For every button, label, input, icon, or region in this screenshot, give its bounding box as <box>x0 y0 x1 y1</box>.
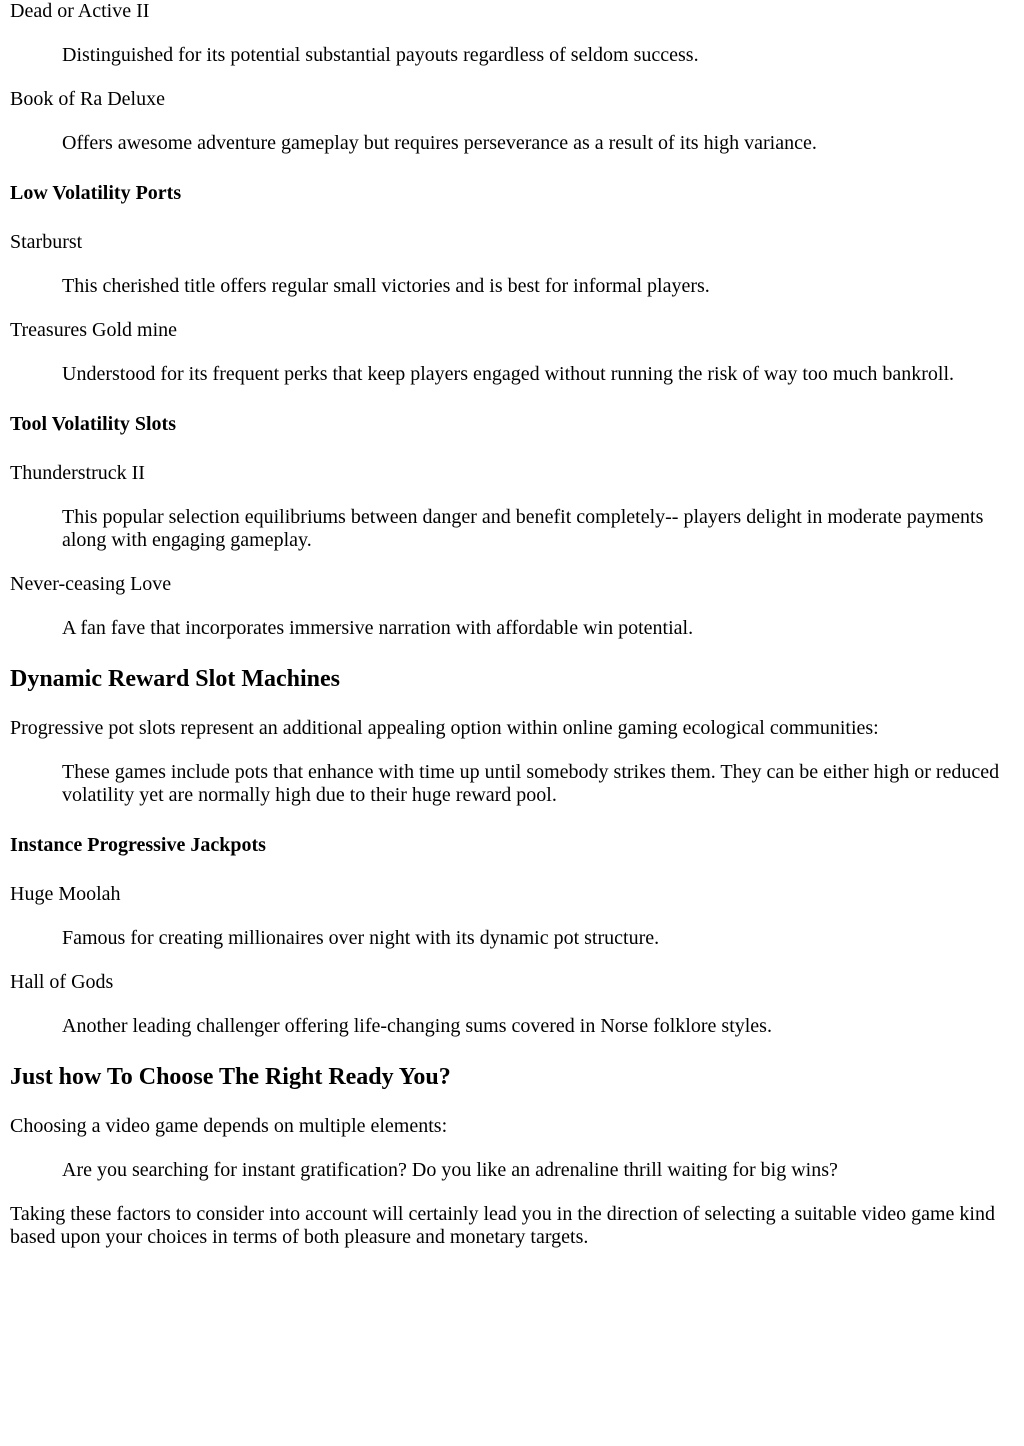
term-description: Another leading challenger offering life-changing sums covered in Norse folklore styles. <box>62 1015 772 1037</box>
blockquote: These games include pots that enhance with time up until somebody strikes them. They can be either high or reduced volatility yet are normally high due to their huge reward pool. <box>62 761 1000 806</box>
term-list-low <box>10 231 1016 386</box>
term-list-top <box>10 0 1016 155</box>
article-body <box>10 0 1016 1270</box>
term-description: Famous for creating millionaires over night with its dynamic pot structure. <box>62 927 660 949</box>
term-list-medium <box>10 462 1016 640</box>
term-title: Never-ceasing Love <box>10 573 172 595</box>
paragraph: Choosing a video game depends on multiple elements: <box>10 1115 448 1137</box>
term-title: Book of Ra Deluxe <box>10 88 165 110</box>
section-heading-low-volatility: Low Volatility Ports <box>10 182 182 204</box>
term-description: Distinguished for its potential substantial payouts regardless of seldom success. <box>62 44 699 66</box>
term-title: Hall of Gods <box>10 971 114 993</box>
term-description: Offers awesome adventure gameplay but requires perseverance as a result of its high variance. <box>62 132 817 154</box>
term-description: This cherished title offers regular small victories and is best for informal players. <box>62 275 710 297</box>
term-title: Thunderstruck II <box>10 462 145 484</box>
section-heading-medium-volatility: Tool Volatility Slots <box>10 413 176 435</box>
term-title: Dead or Active II <box>10 0 150 22</box>
term-list-jackpots <box>10 883 1016 1038</box>
term-title: Starburst <box>10 231 83 253</box>
section-heading-choose-game: Just how To Choose The Right Ready You? <box>10 1064 451 1090</box>
term-title: Treasures Gold mine <box>10 319 178 341</box>
section-heading-instance-jackpots: Instance Progressive Jackpots <box>10 834 266 856</box>
term-title: Huge Moolah <box>10 883 121 905</box>
section-heading-dynamic-reward: Dynamic Reward Slot Machines <box>10 666 340 692</box>
term-description: Understood for its frequent perks that keep players engaged without running the risk of way too much bankroll. <box>62 363 955 385</box>
blockquote: Are you searching for instant gratification? Do you like an adrenaline thrill waiting for big wins? <box>62 1159 838 1181</box>
paragraph: Progressive pot slots represent an additional appealing option within online gaming ecological communities: <box>10 717 879 739</box>
closing-paragraph: Taking these factors to consider into account will certainly lead you in the direction of selecting a suitable video game kind based upon your choices in terms of both pleasure and monetary targets. <box>10 1203 995 1248</box>
term-description: A fan fave that incorporates immersive narration with affordable win potential. <box>62 617 694 639</box>
term-description: This popular selection equilibriums between danger and benefit completely-- players delight in moderate payments along with engaging gameplay. <box>62 506 984 551</box>
